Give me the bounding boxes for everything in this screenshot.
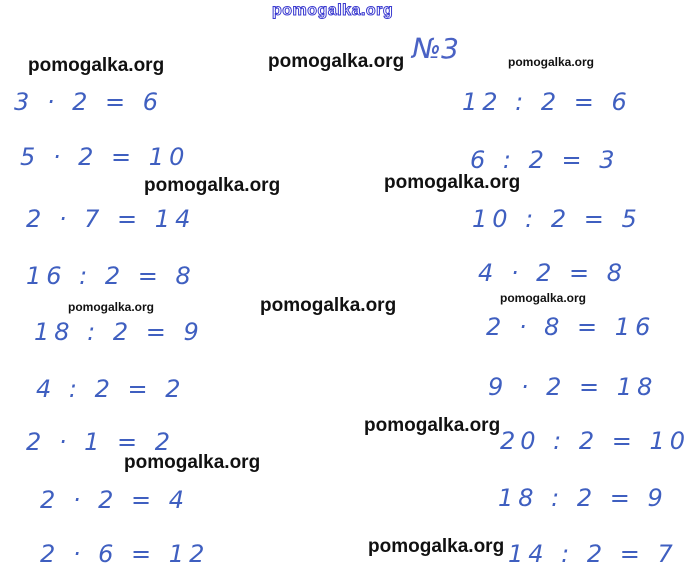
equation: 18 : 2 = 9: [498, 484, 668, 512]
watermark: pomogalka.org: [384, 172, 521, 193]
watermark: pomogalka.org: [28, 55, 165, 76]
equation: 3 · 2 = 6: [14, 88, 164, 116]
equation: 2 · 8 = 16: [486, 313, 656, 341]
watermark: pomogalka.org: [364, 415, 501, 436]
watermark: pomogalka.org: [500, 291, 587, 305]
equation: 9 · 2 = 18: [488, 373, 658, 401]
equation: 5 · 2 = 10: [20, 143, 190, 171]
equation: 10 : 2 = 5: [472, 205, 642, 233]
watermark: pomogalka.org: [124, 452, 261, 473]
equation: 14 : 2 = 7: [508, 540, 678, 568]
equation: 18 : 2 = 9: [34, 318, 204, 346]
equation: 2 · 7 = 14: [26, 205, 196, 233]
equation: 16 : 2 = 8: [26, 262, 196, 290]
watermark-top: pomogalka.org: [272, 2, 394, 19]
watermark: pomogalka.org: [508, 55, 595, 69]
equation: 2 · 6 = 12: [40, 540, 210, 568]
watermark: pomogalka.org: [68, 300, 155, 314]
equation: 4 : 2 = 2: [36, 375, 186, 403]
watermark: pomogalka.org: [144, 175, 281, 196]
equation: 12 : 2 = 6: [462, 88, 632, 116]
equation: 2 · 1 = 2: [26, 428, 176, 456]
watermark: pomogalka.org: [368, 536, 505, 557]
equation: 2 · 2 = 4: [40, 486, 190, 514]
watermark: pomogalka.org: [260, 295, 397, 316]
task-number: №3: [412, 32, 459, 65]
watermark: pomogalka.org: [268, 51, 405, 72]
equation: 6 : 2 = 3: [470, 146, 620, 174]
equation: 20 : 2 = 10: [500, 427, 690, 455]
equation: 4 · 2 = 8: [478, 259, 628, 287]
